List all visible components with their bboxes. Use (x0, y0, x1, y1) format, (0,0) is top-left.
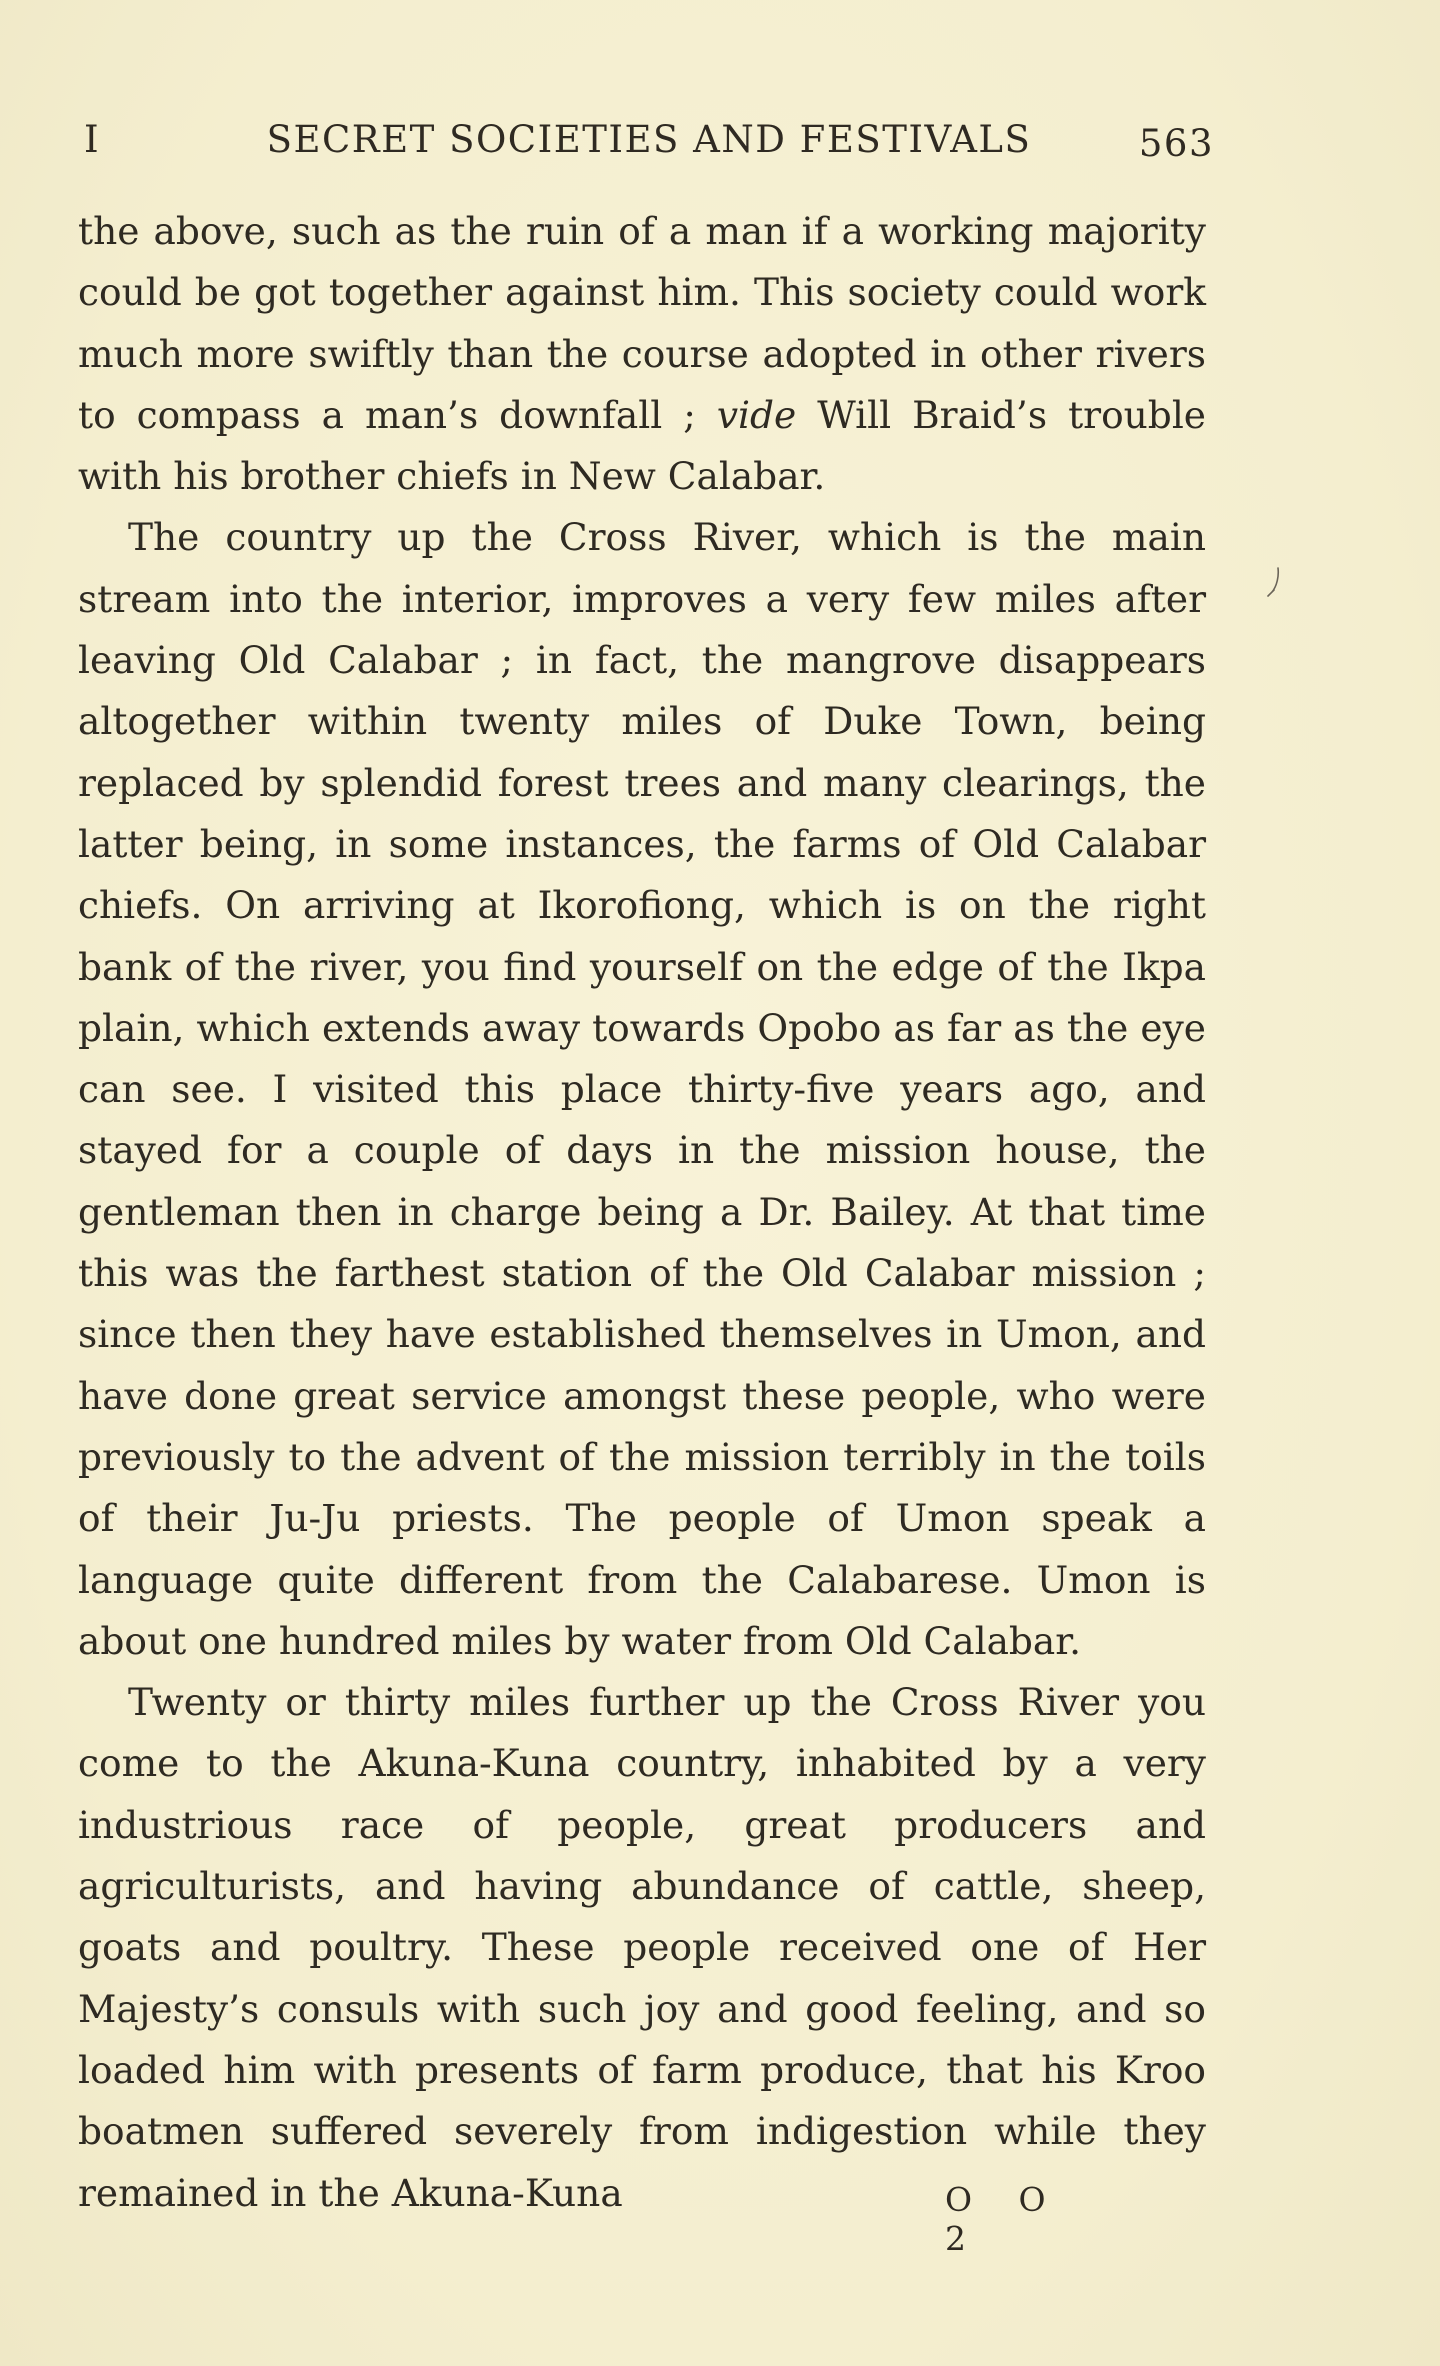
running-title: SECRET SOCIETIES AND FESTIVALS (266, 118, 1032, 161)
running-head (84, 118, 1214, 168)
body-text (78, 201, 1206, 2224)
paragraph-1-text-end: Will Braid’s trouble with his brother chiefs in New Calabar. (78, 392, 1207, 499)
signature-mark: O O 2 (945, 2180, 1064, 2258)
page-number: 563 (1138, 122, 1214, 165)
paragraph-1-italic: vide (716, 392, 797, 437)
paragraph-3 (78, 1672, 1206, 2224)
section-number: I (84, 118, 101, 161)
paragraph-1-text: the above, such as the ruin of a man if a working majority could be got together against him. This society could work much more swiftly than the course adopted in other rivers to compass a man’s downfall ; (78, 209, 1206, 437)
paragraph-2-text: The country up the Cross River, which is the main stream into the interior, improves a very few miles after leaving Old Calabar ; in fact, the mangrove disappears altogether within twenty miles of Duke Town, being replaced by splendid forest trees and many clearings, the latter being, in some instances, the farms of Old Calabar chiefs. On arriving at Ikorofiong, which is on the right bank of the river, you find yourself on the edge of the Ikpa plain, which extends away towards Opobo as far as the eye can see. I visited this place thirty-five years ago, and stayed for a couple of days in the mission house, the gentleman then in charge being a Dr. Bailey. At that time this was the farthest station of the Old Calabar mission ; since then they have established themselves in Umon, and have done great service amongst these people, who were previously to the advent of the mission terribly in the toils of their Ju-Ju priests. The people of Umon speak a language quite different from the Calabarese. Umon is about one hundred miles by water from Old Calabar. (78, 515, 1206, 1663)
paragraph-3-text: Twenty or thirty miles further up the Cross River you come to the Akuna-Kuna country, inhabited by a very industrious race of people, great producers and agriculturists, and having abundance of cattle, sheep, goats and poultry. These people received one of Her Majesty’s consuls with such joy and good feeling, and so loaded him with presents of farm produce, that his Kroo boatmen suffered severely from indigestion while they remained in the Akuna-Kuna (78, 1680, 1206, 2215)
paragraph-2 (78, 507, 1206, 1672)
margin-pencil-mark-icon (1264, 566, 1284, 606)
paragraph-1 (78, 201, 1206, 507)
